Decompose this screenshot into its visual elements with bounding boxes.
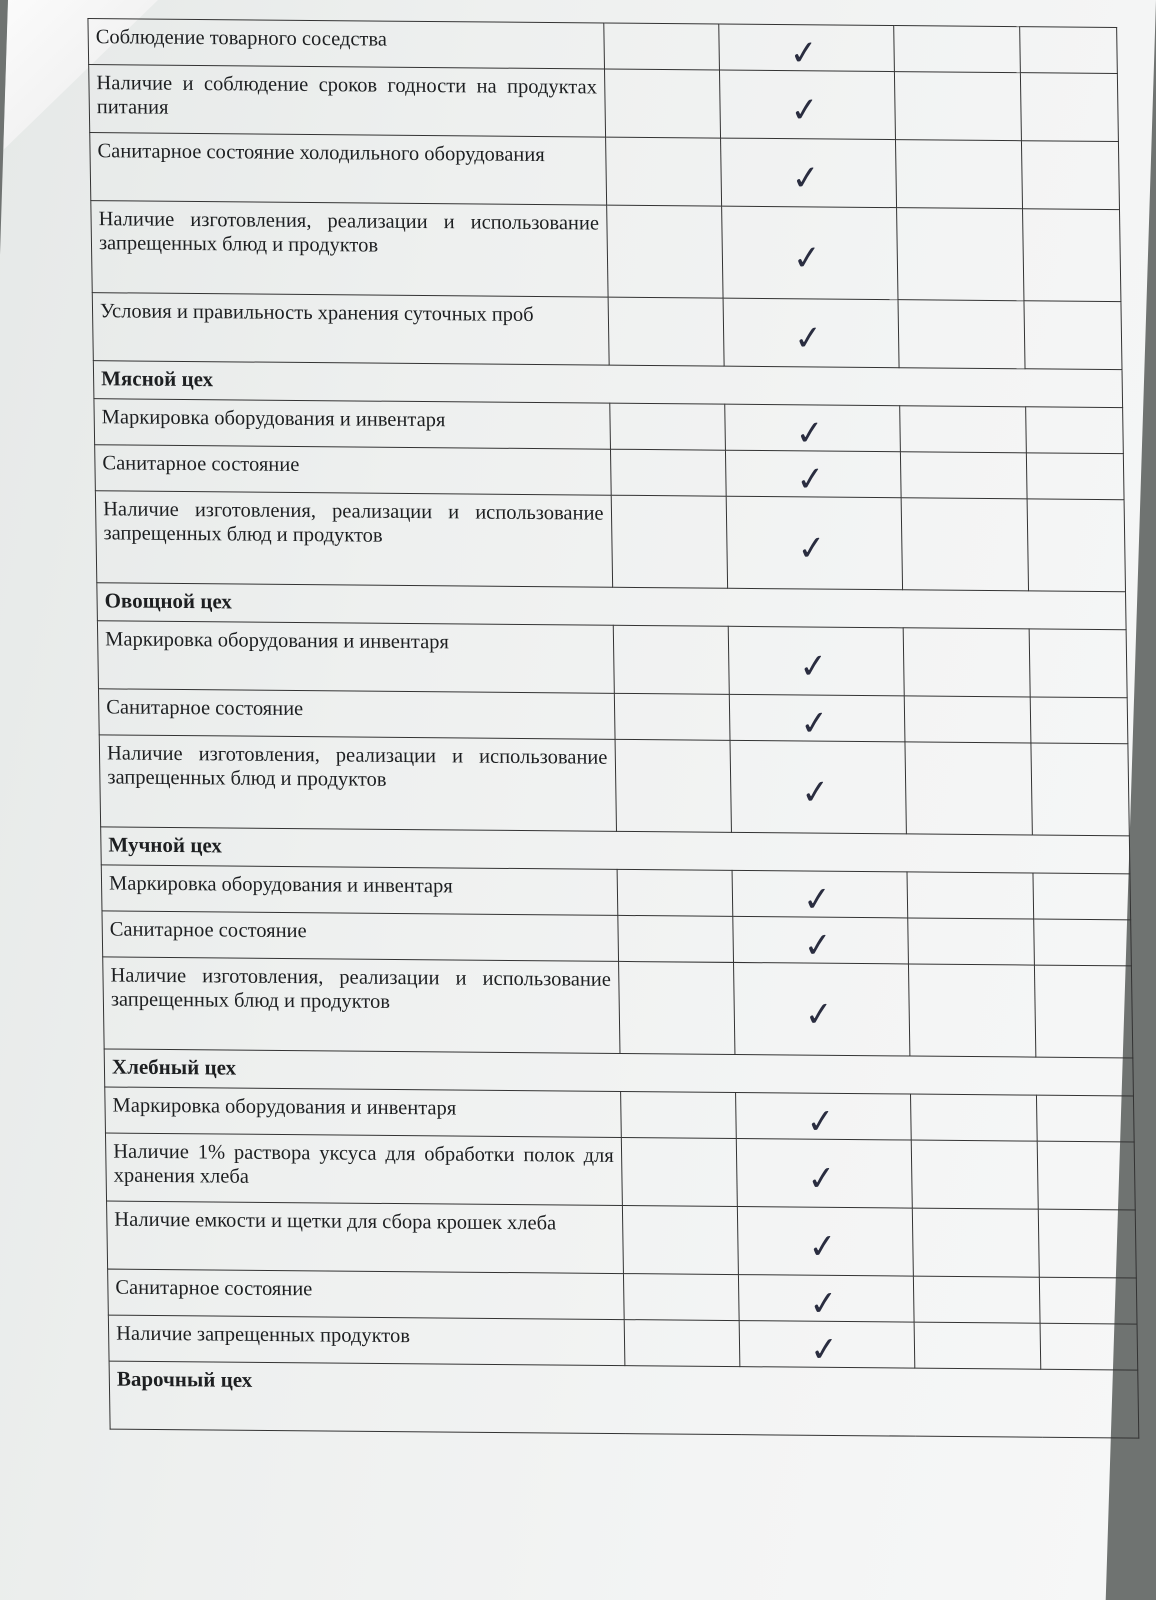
checkmark-icon: ✓ (807, 1225, 840, 1268)
check-cell (738, 1207, 913, 1277)
checkmark-icon: ✓ (803, 993, 836, 1036)
checkmark-icon: ✓ (794, 412, 827, 454)
checkmark-icon: ✓ (808, 1328, 841, 1371)
checkmark-icon: ✓ (798, 645, 830, 687)
check-cell (726, 450, 901, 498)
check-cell (722, 206, 898, 300)
empty-cell (1027, 499, 1125, 592)
empty-cell (1037, 1141, 1135, 1210)
criterion-label: Санитарное состояние (102, 911, 618, 962)
checkmark-icon: ✓ (798, 702, 831, 745)
check-cell (732, 870, 907, 921)
section-title: Хлебный цех (104, 1049, 1133, 1096)
empty-cell (1024, 301, 1122, 370)
criterion-label: Условия и правильность хранения суточных проб (92, 293, 608, 366)
inspection-checklist-table (87, 18, 1139, 1439)
empty-cell (606, 205, 723, 298)
checklist-body (88, 19, 1139, 1439)
check-cell (739, 1275, 914, 1323)
empty-cell (896, 208, 1024, 301)
criterion-label: Санитарное состояние (95, 445, 611, 496)
criterion-label: Наличие изготовления, реализации и использование запрещенных блюд и продуктов (99, 735, 616, 832)
checkmark-icon: ✓ (800, 771, 832, 814)
empty-cell (1040, 1323, 1137, 1370)
section-row (109, 1361, 1139, 1438)
section-title: Мучной цех (101, 827, 1130, 874)
empty-cell (617, 869, 734, 916)
section-title: Варочный цех (109, 1361, 1139, 1438)
criterion-label: Наличие изготовления, реализации и использование запрещенных блюд и продуктов (91, 201, 608, 298)
checkmark-icon: ✓ (792, 317, 825, 359)
empty-cell (903, 628, 1031, 697)
empty-cell (907, 918, 1034, 965)
checkmark-icon: ✓ (796, 527, 829, 569)
checkmark-icon: ✓ (795, 458, 827, 500)
check-cell (740, 1321, 915, 1369)
empty-cell (898, 300, 1026, 369)
check-cell (737, 1139, 912, 1209)
empty-cell (611, 495, 728, 588)
criterion-label: Соблюдение товарного соседства (88, 19, 604, 70)
empty-cell (604, 69, 721, 138)
criterion-label: Маркировка оборудования и инвентаря (105, 1087, 621, 1138)
checklist-row (107, 1201, 1137, 1278)
checklist-row (92, 293, 1122, 370)
check-cell (734, 962, 910, 1056)
criterion-label: Санитарное состояние (108, 1269, 624, 1320)
section-title: Мясной цех (93, 361, 1122, 408)
check-cell (729, 626, 904, 696)
checkmark-icon: ✓ (789, 89, 822, 131)
checklist-row (103, 957, 1133, 1058)
criterion-label: Наличие запрещенных продуктов (108, 1315, 624, 1366)
empty-cell (904, 696, 1031, 743)
checkmark-icon: ✓ (788, 32, 821, 74)
empty-cell (907, 872, 1034, 919)
check-cell (719, 24, 894, 72)
empty-cell (608, 297, 725, 366)
empty-cell (1023, 209, 1121, 302)
empty-cell (624, 1320, 741, 1367)
empty-cell (603, 23, 720, 70)
empty-cell (621, 1138, 738, 1207)
empty-cell (900, 452, 1027, 499)
empty-cell (1040, 1277, 1137, 1324)
criterion-label: Маркировка оборудования и инвентаря (101, 865, 617, 916)
checkmark-icon: ✓ (806, 1157, 838, 1200)
criterion-label: Наличие емкости и щетки для сбора крошек хлеба (107, 1201, 623, 1274)
checklist-row (99, 735, 1129, 836)
check-cell (721, 138, 896, 208)
empty-cell (614, 693, 731, 740)
criterion-label: Маркировка оборудования и инвентаря (94, 399, 610, 450)
checklist-row (105, 1133, 1135, 1210)
checklist-row (91, 201, 1121, 302)
empty-cell (913, 1276, 1040, 1323)
empty-cell (609, 403, 726, 450)
empty-cell (894, 72, 1022, 141)
criterion-label: Наличие изготовления, реализации и использование запрещенных блюд и продуктов (95, 491, 612, 588)
checkmark-icon: ✓ (805, 1100, 838, 1143)
empty-cell (1034, 919, 1131, 966)
checklist-sheet (87, 18, 1139, 1439)
check-cell (730, 740, 906, 834)
checkmark-icon: ✓ (801, 878, 834, 921)
check-cell (720, 70, 895, 140)
checkmark-icon: ✓ (802, 924, 835, 967)
empty-cell (1021, 73, 1119, 142)
empty-cell (1038, 1209, 1136, 1278)
check-cell (727, 496, 903, 590)
empty-cell (1037, 1095, 1134, 1142)
empty-cell (1031, 743, 1129, 836)
empty-cell (1026, 407, 1123, 454)
empty-cell (613, 625, 730, 694)
empty-cell (1035, 965, 1133, 1058)
empty-cell (908, 964, 1036, 1057)
empty-cell (1033, 873, 1130, 920)
checklist-row (95, 491, 1125, 592)
criterion-label: Санитарное состояние (98, 689, 614, 740)
criterion-label: Маркировка оборудования и инвентаря (97, 621, 613, 694)
check-cell (733, 916, 908, 967)
empty-cell (618, 961, 735, 1054)
checklist-row (97, 621, 1127, 698)
empty-cell (899, 406, 1026, 453)
checklist-row (90, 133, 1120, 210)
empty-cell (617, 915, 734, 962)
empty-cell (623, 1274, 740, 1321)
empty-cell (912, 1208, 1040, 1277)
check-cell (736, 1092, 911, 1143)
empty-cell (610, 449, 727, 496)
empty-cell (615, 739, 732, 832)
empty-cell (1022, 141, 1120, 210)
section-title: Овощной цех (97, 583, 1126, 630)
empty-cell (910, 1094, 1037, 1141)
empty-cell (901, 498, 1029, 591)
checkmark-icon: ✓ (808, 1282, 840, 1325)
criterion-label: Наличие изготовления, реализации и использование запрещенных блюд и продуктов (103, 957, 620, 1054)
check-cell (730, 694, 905, 745)
empty-cell (1030, 697, 1127, 744)
criterion-label: Санитарное состояние холодильного оборудования (90, 133, 606, 206)
empty-cell (620, 1091, 737, 1138)
empty-cell (605, 137, 722, 206)
empty-cell (905, 742, 1033, 835)
criterion-label: Наличие 1% раствора уксуса для обработки полок для хранения хлеба (105, 1133, 621, 1206)
empty-cell (914, 1322, 1041, 1369)
checkmark-icon: ✓ (790, 157, 823, 199)
empty-cell (911, 1140, 1039, 1209)
criterion-label: Наличие и соблюдение сроков годности на продуктах питания (89, 65, 605, 138)
empty-cell (622, 1206, 739, 1275)
check-cell (725, 404, 900, 452)
empty-cell (893, 26, 1020, 73)
empty-cell (1027, 453, 1124, 500)
checklist-row (89, 65, 1119, 142)
checkmark-icon: ✓ (791, 237, 824, 279)
empty-cell (1020, 27, 1117, 74)
empty-cell (895, 140, 1023, 209)
check-cell (723, 298, 898, 368)
empty-cell (1029, 629, 1127, 698)
